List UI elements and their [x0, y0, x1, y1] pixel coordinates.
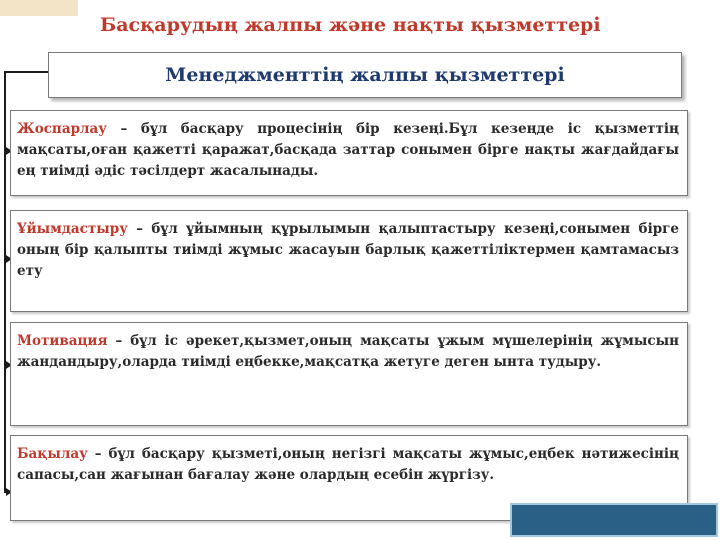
function-box-motivation [10, 322, 688, 426]
function-description: – бұл іс әрекет,қызмет,оның мақсаты ұжым мүшелерінің жұмысын жандандыру,оларда тиімді еңбекке,мақсатқа жетуге деген ынта тудыру. [17, 333, 679, 370]
function-term: Ұйымдастыру [17, 221, 128, 237]
header-box [48, 52, 682, 98]
header-text: Менеджменттің жалпы қызметтері [165, 64, 565, 86]
function-description: – бұл ұйымның құрылымын қалыптастыру кезеңі,сонымен бірге оның бір қалыпты тиімді жұмыс жасауын барлық қажеттіліктермен қамтамасыз ету [17, 221, 679, 279]
function-term: Жоспарлау [17, 121, 107, 137]
function-description: – бұл басқару қызметі,оның негізгі мақсаты жұмыс,еңбек нәтижесінің сапасы,сан жағынан бағалау және олардың есебін жүргізу. [17, 446, 679, 483]
connector-top [4, 71, 48, 73]
connector-line [4, 71, 6, 493]
function-term: Бақылау [17, 446, 88, 462]
corner-decoration [0, 0, 78, 16]
nav-button[interactable] [510, 503, 718, 537]
function-term: Мотивация [17, 333, 108, 349]
function-description: – бұл басқару процесінің бір кезеңі.Бұл кезеңде іс қызметтің мақсаты,оған қажетті қаражат,басқада заттар сонымен бірге нақты жағдайдағы ең тиімді әдіс тәсілдерт жасалынады. [17, 121, 679, 179]
function-box-organizing [10, 210, 688, 312]
slide-title: Басқарудың жалпы және нақты қызметтері [100, 14, 601, 36]
function-box-planning [10, 110, 688, 196]
